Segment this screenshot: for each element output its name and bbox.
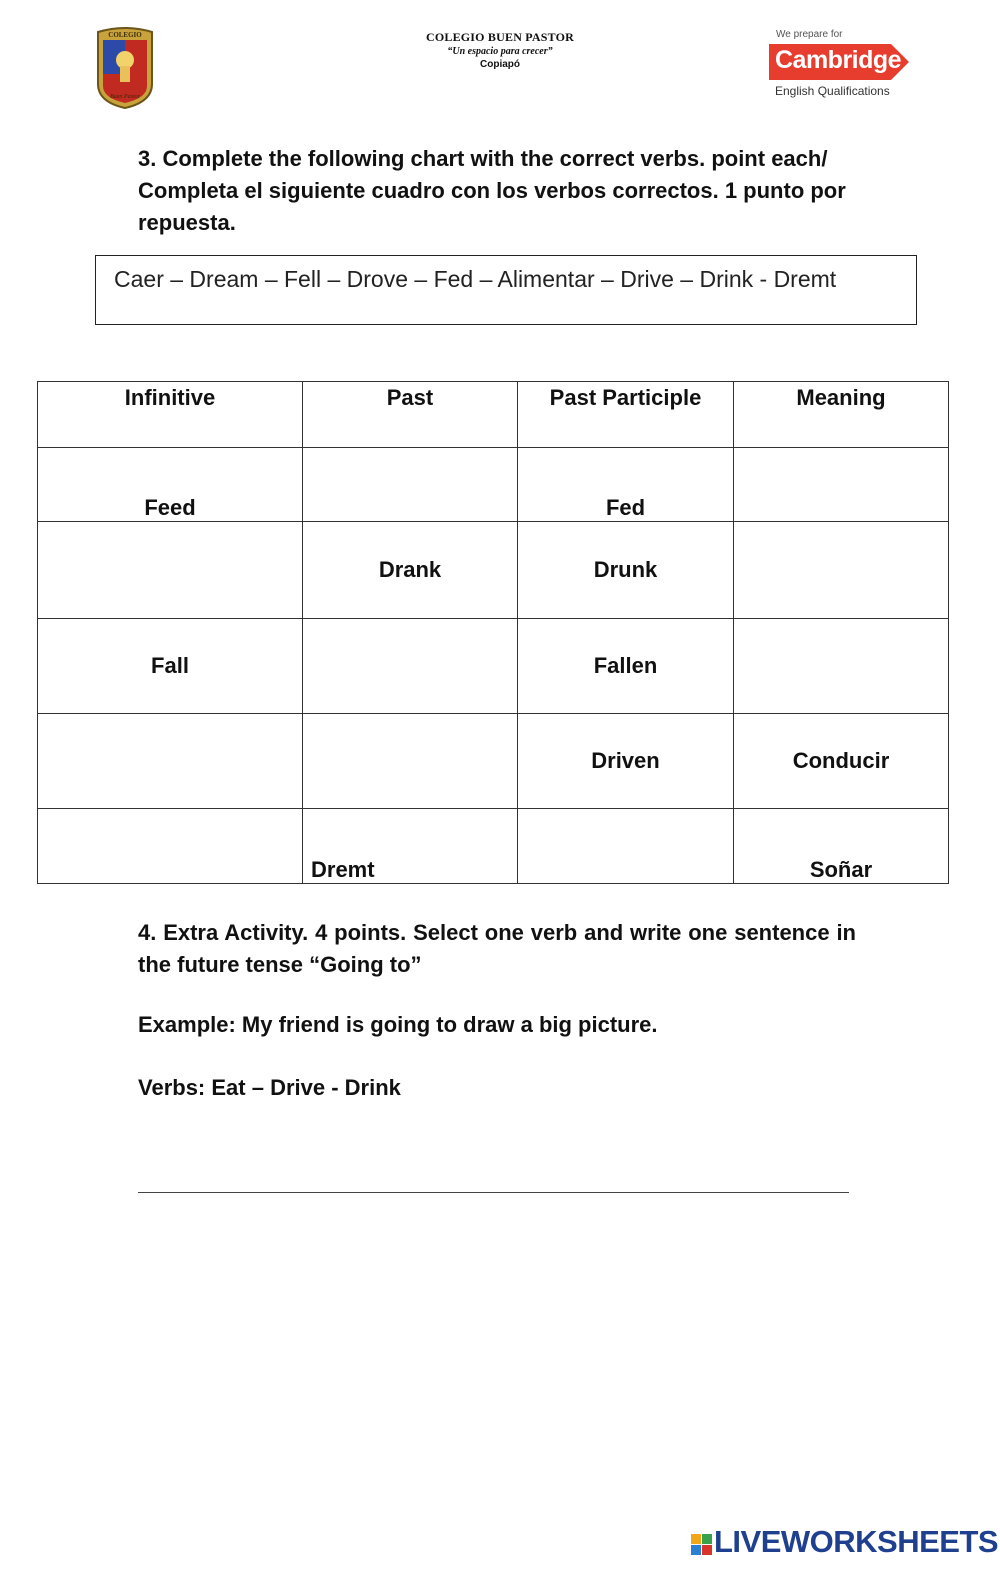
svg-text:COLEGIO: COLEGIO bbox=[108, 31, 142, 39]
school-city: Copiapó bbox=[480, 59, 520, 70]
answer-line[interactable] bbox=[138, 1192, 849, 1193]
cambridge-logo-text: Cambridge bbox=[775, 46, 902, 74]
cell-infinitive: Fall bbox=[38, 619, 303, 714]
header-past-participle: Past Participle bbox=[518, 382, 734, 448]
cell-meaning: Conducir bbox=[734, 714, 949, 809]
section4-instruction: 4. Extra Activity. 4 points. Select one verb and write one sentence in the future tense “Going to” bbox=[138, 920, 856, 977]
verbs-list: Verbs: Eat – Drive - Drink bbox=[138, 1075, 401, 1100]
answer-cell-infinitive[interactable] bbox=[38, 809, 303, 884]
cell-past-participle: Driven bbox=[518, 714, 734, 809]
answer-cell-infinitive[interactable] bbox=[38, 522, 303, 619]
cell-infinitive: Feed bbox=[38, 448, 303, 522]
cell-past-participle: Fed bbox=[518, 448, 734, 522]
liveworksheets-brand: LIVEWORKSHEETS bbox=[714, 1524, 999, 1559]
svg-text:Buen Pastor: Buen Pastor bbox=[110, 94, 140, 100]
table-row bbox=[38, 714, 949, 809]
answer-cell-meaning[interactable] bbox=[734, 448, 949, 522]
cell-past: Drank bbox=[303, 522, 518, 619]
word-bank-box bbox=[95, 255, 917, 325]
table-row bbox=[38, 522, 949, 619]
liveworksheets-logo-icon bbox=[690, 1526, 714, 1560]
example-sentence: Example: My friend is going to draw a big picture. bbox=[138, 1012, 658, 1037]
cell-past-participle: Drunk bbox=[518, 522, 734, 619]
table-row bbox=[38, 448, 949, 522]
header-meaning: Meaning bbox=[734, 382, 949, 448]
answer-cell-meaning[interactable] bbox=[734, 619, 949, 714]
cambridge-subtitle: English Qualifications bbox=[775, 84, 890, 98]
section3-instruction: 3. Complete the following chart with the correct verbs. point each/ Completa el siguiente cuadro con los verbos correctos. 1 punto por repuesta. bbox=[138, 146, 846, 235]
header-infinitive: Infinitive bbox=[38, 382, 303, 448]
answer-cell-infinitive[interactable] bbox=[38, 714, 303, 809]
answer-cell-past[interactable] bbox=[303, 448, 518, 522]
answer-cell-meaning[interactable] bbox=[734, 522, 949, 619]
school-name: COLEGIO BUEN PASTOR bbox=[425, 30, 575, 44]
cell-past-participle: Fallen bbox=[518, 619, 734, 714]
answer-cell-past[interactable] bbox=[303, 619, 518, 714]
word-bank-text: Caer – Dream – Fell – Drove – Fed – Alimentar – Drive – Drink - Dremt bbox=[114, 266, 837, 292]
answer-cell-past[interactable] bbox=[303, 714, 518, 809]
cell-past: Dremt bbox=[303, 809, 518, 884]
verb-chart bbox=[37, 381, 949, 884]
cell-meaning: Soñar bbox=[734, 809, 949, 884]
header-past: Past bbox=[303, 382, 518, 448]
answer-cell-past-participle[interactable] bbox=[518, 809, 734, 884]
cambridge-prefix: We prepare for bbox=[776, 29, 843, 40]
table-row bbox=[38, 809, 949, 884]
school-motto: “Un espacio para crecer” bbox=[447, 46, 553, 57]
table-row bbox=[38, 619, 949, 714]
